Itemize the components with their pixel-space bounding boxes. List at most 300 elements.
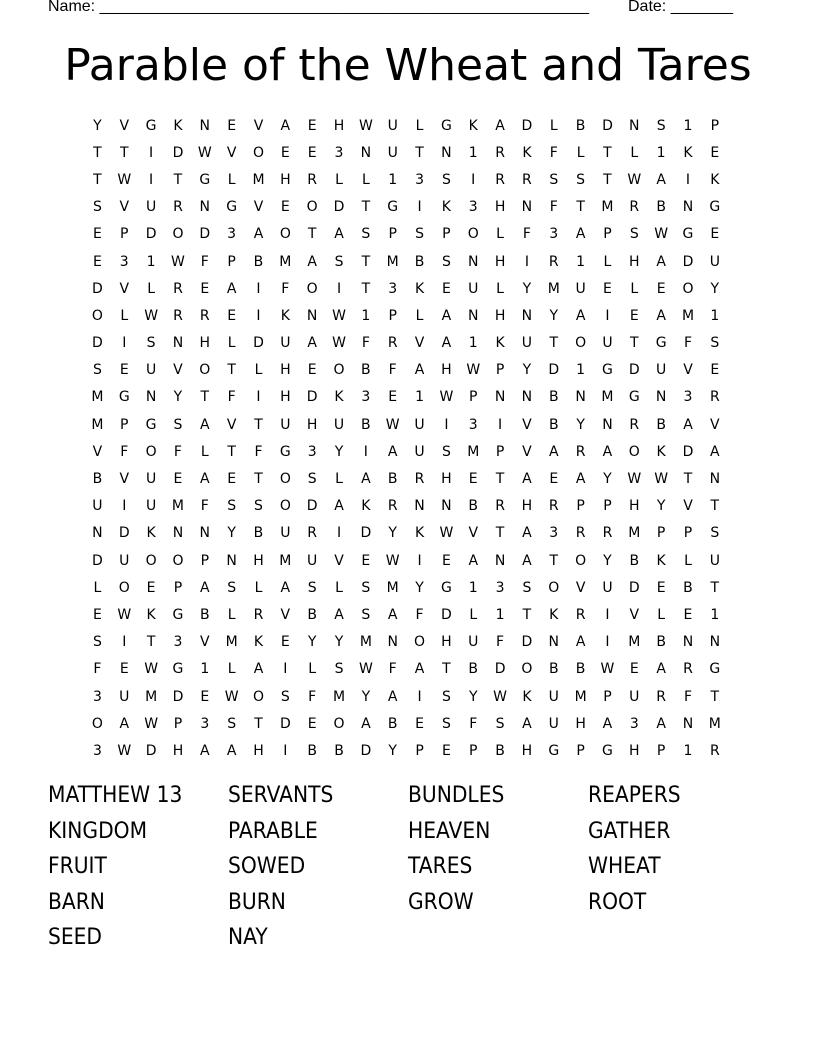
grid-letter[interactable]: U — [119, 688, 130, 705]
grid-letter[interactable]: G — [387, 199, 399, 216]
grid-letter[interactable]: H — [306, 416, 318, 433]
grid-letter[interactable]: B — [548, 389, 559, 406]
grid-letter[interactable]: Y — [468, 688, 478, 705]
grid-letter[interactable]: U — [280, 525, 291, 542]
grid-letter[interactable]: R — [629, 416, 640, 433]
grid-letter[interactable]: A — [575, 471, 586, 488]
grid-letter[interactable]: Y — [334, 443, 344, 460]
grid-letter[interactable]: G — [602, 362, 613, 379]
grid-letter[interactable]: E — [656, 579, 666, 596]
grid-letter[interactable]: W — [144, 715, 159, 732]
grid-letter[interactable]: A — [200, 416, 210, 433]
grid-letter[interactable]: I — [417, 552, 422, 569]
grid-letter[interactable]: U — [414, 416, 425, 433]
grid-letter[interactable]: M — [628, 525, 641, 542]
grid-letter[interactable]: N — [682, 199, 694, 216]
grid-letter[interactable]: 1 — [415, 389, 424, 406]
grid-letter[interactable]: N — [360, 144, 372, 161]
grid-letter[interactable]: O — [145, 552, 157, 569]
grid-letter[interactable]: U — [629, 688, 640, 705]
grid-letter[interactable]: U — [468, 634, 479, 651]
grid-letter[interactable]: V — [119, 117, 130, 134]
grid-letter[interactable]: F — [227, 389, 236, 406]
grid-letter[interactable]: L — [684, 552, 692, 569]
grid-letter[interactable]: E — [92, 226, 102, 243]
grid-letter[interactable]: R — [199, 307, 210, 324]
grid-letter[interactable]: R — [575, 525, 586, 542]
grid-letter[interactable]: E — [173, 471, 183, 488]
grid-letter[interactable]: 1 — [468, 579, 478, 596]
grid-letter[interactable]: F — [173, 443, 182, 460]
grid-letter[interactable]: S — [92, 199, 102, 216]
grid-letter[interactable]: O — [682, 280, 694, 297]
grid-letter[interactable]: H — [629, 253, 640, 270]
grid-letter[interactable]: W — [332, 307, 346, 324]
grid-letter[interactable]: O — [333, 362, 345, 379]
grid-letter[interactable]: B — [548, 661, 559, 678]
grid-letter[interactable]: 1 — [576, 253, 586, 270]
grid-letter[interactable]: T — [361, 199, 371, 216]
grid-letter[interactable]: I — [122, 634, 127, 651]
grid-letter[interactable]: S — [710, 335, 720, 352]
grid-letter[interactable]: W — [627, 471, 642, 488]
grid-letter[interactable]: D — [92, 280, 103, 297]
grid-letter[interactable]: S — [280, 688, 290, 705]
grid-letter[interactable]: U — [333, 416, 345, 433]
grid-letter[interactable]: G — [602, 742, 613, 759]
grid-letter[interactable]: S — [441, 171, 451, 188]
grid-letter[interactable]: I — [605, 606, 610, 623]
grid-letter[interactable]: U — [575, 280, 586, 297]
grid-letter[interactable]: V — [226, 416, 237, 433]
grid-letter[interactable]: 3 — [119, 253, 129, 270]
grid-letter[interactable]: N — [441, 498, 452, 515]
grid-letter[interactable]: I — [363, 443, 368, 460]
grid-letter[interactable]: E — [307, 715, 317, 732]
grid-letter[interactable]: S — [254, 498, 263, 515]
grid-letter[interactable]: L — [200, 443, 209, 460]
grid-letter[interactable]: T — [361, 253, 371, 270]
grid-letter[interactable]: D — [682, 253, 694, 270]
grid-letter[interactable]: E — [388, 389, 398, 406]
grid-letter[interactable]: 3 — [495, 579, 505, 596]
grid-letter[interactable]: K — [710, 171, 720, 188]
grid-letter[interactable]: V — [522, 416, 532, 433]
grid-letter[interactable]: L — [254, 362, 263, 379]
grid-letter[interactable]: L — [415, 307, 424, 324]
grid-letter[interactable]: B — [199, 606, 210, 623]
grid-letter[interactable]: M — [574, 688, 587, 705]
grid-letter[interactable]: 1 — [683, 117, 693, 134]
grid-letter[interactable]: A — [226, 742, 237, 759]
grid-letter[interactable]: O — [279, 498, 291, 515]
grid-letter[interactable]: T — [254, 471, 263, 488]
grid-letter[interactable]: A — [119, 715, 130, 732]
grid-letter[interactable]: B — [414, 253, 425, 270]
grid-letter[interactable]: P — [710, 117, 720, 134]
grid-letter[interactable]: 1 — [576, 362, 586, 379]
grid-letter[interactable]: 3 — [227, 226, 237, 243]
grid-letter[interactable]: F — [361, 335, 370, 352]
grid-letter[interactable]: I — [685, 171, 691, 188]
grid-letter[interactable]: K — [656, 443, 666, 460]
grid-letter[interactable]: S — [441, 253, 451, 270]
grid-letter[interactable]: D — [306, 389, 318, 406]
grid-letter[interactable]: S — [92, 362, 102, 379]
grid-letter[interactable]: E — [441, 552, 451, 569]
grid-letter[interactable]: V — [575, 579, 586, 596]
grid-letter[interactable]: R — [709, 742, 720, 759]
grid-letter[interactable]: B — [92, 471, 103, 488]
grid-letter[interactable]: W — [144, 661, 159, 678]
grid-letter[interactable]: D — [118, 525, 130, 542]
grid-letter[interactable]: F — [388, 661, 397, 678]
grid-letter[interactable]: M — [601, 389, 614, 406]
grid-letter[interactable]: E — [227, 471, 237, 488]
grid-letter[interactable]: F — [308, 688, 317, 705]
grid-letter[interactable]: A — [307, 253, 317, 270]
grid-letter[interactable]: F — [522, 226, 531, 243]
grid-letter[interactable]: K — [334, 389, 344, 406]
grid-letter[interactable]: A — [387, 606, 398, 623]
grid-letter[interactable]: R — [173, 307, 183, 324]
grid-letter[interactable]: L — [147, 280, 156, 297]
grid-letter[interactable]: O — [172, 552, 184, 569]
grid-letter[interactable]: 3 — [415, 171, 424, 188]
grid-letter[interactable]: K — [468, 117, 478, 134]
grid-letter[interactable]: E — [280, 634, 290, 651]
grid-letter[interactable]: A — [522, 715, 532, 732]
grid-letter[interactable]: H — [441, 634, 452, 651]
grid-letter[interactable]: H — [521, 742, 533, 759]
grid-letter[interactable]: I — [283, 661, 288, 678]
grid-letter[interactable]: O — [172, 226, 184, 243]
grid-letter[interactable]: O — [575, 335, 587, 352]
grid-letter[interactable]: T — [442, 661, 451, 678]
grid-letter[interactable]: I — [283, 742, 288, 759]
grid-letter[interactable]: V — [226, 144, 237, 161]
grid-letter[interactable]: P — [656, 525, 666, 542]
grid-letter[interactable]: E — [307, 362, 317, 379]
grid-letter[interactable]: G — [440, 117, 452, 134]
grid-letter[interactable]: B — [656, 199, 666, 216]
grid-letter[interactable]: 1 — [656, 144, 666, 161]
grid-letter[interactable]: A — [441, 335, 452, 352]
grid-letter[interactable]: E — [415, 715, 424, 732]
grid-letter[interactable]: T — [549, 552, 559, 569]
grid-letter[interactable]: D — [92, 552, 103, 569]
grid-letter[interactable]: R — [173, 280, 183, 297]
grid-letter[interactable]: O — [145, 443, 157, 460]
grid-letter[interactable]: W — [171, 253, 185, 270]
grid-letter[interactable]: E — [200, 280, 210, 297]
grid-letter[interactable]: E — [710, 226, 720, 243]
grid-letter[interactable]: N — [548, 634, 559, 651]
grid-letter[interactable]: F — [549, 199, 558, 216]
grid-letter[interactable]: D — [602, 117, 613, 134]
grid-letter[interactable]: P — [388, 307, 397, 324]
grid-letter[interactable]: O — [306, 280, 318, 297]
grid-letter[interactable]: V — [683, 362, 693, 379]
grid-letter[interactable]: D — [682, 443, 694, 460]
grid-letter[interactable]: H — [280, 362, 291, 379]
grid-letter[interactable]: 1 — [710, 307, 720, 324]
grid-letter[interactable]: 3 — [549, 525, 559, 542]
grid-letter[interactable]: A — [575, 307, 586, 324]
grid-letter[interactable]: U — [145, 362, 157, 379]
grid-letter[interactable]: M — [91, 389, 104, 406]
grid-letter[interactable]: B — [253, 525, 264, 542]
grid-letter[interactable]: G — [226, 199, 238, 216]
grid-letter[interactable]: 3 — [173, 634, 183, 651]
grid-letter[interactable]: L — [361, 171, 370, 188]
grid-letter[interactable]: L — [549, 117, 558, 134]
grid-letter[interactable]: K — [146, 606, 156, 623]
grid-letter[interactable]: E — [683, 606, 693, 623]
grid-letter[interactable]: K — [441, 199, 451, 216]
grid-letter[interactable]: P — [415, 742, 424, 759]
grid-letter[interactable]: L — [335, 171, 343, 188]
grid-letter[interactable]: S — [173, 416, 183, 433]
grid-letter[interactable]: B — [656, 634, 666, 651]
grid-letter[interactable]: S — [656, 117, 666, 134]
grid-letter[interactable]: G — [118, 389, 130, 406]
grid-letter[interactable]: A — [710, 443, 720, 460]
grid-letter[interactable]: F — [496, 634, 505, 651]
grid-letter[interactable]: I — [149, 144, 154, 161]
grid-letter[interactable]: 3 — [388, 280, 398, 297]
grid-letter[interactable]: A — [307, 335, 317, 352]
grid-letter[interactable]: M — [279, 253, 292, 270]
grid-letter[interactable]: V — [629, 606, 640, 623]
grid-letter[interactable]: R — [307, 525, 318, 542]
grid-letter[interactable]: P — [495, 443, 505, 460]
grid-letter[interactable]: K — [495, 335, 505, 352]
grid-letter[interactable]: K — [146, 525, 156, 542]
grid-letter[interactable]: M — [145, 688, 158, 705]
grid-letter[interactable]: L — [630, 144, 639, 161]
grid-letter[interactable]: M — [386, 253, 399, 270]
grid-letter[interactable]: U — [709, 552, 720, 569]
grid-letter[interactable]: L — [496, 280, 504, 297]
grid-letter[interactable]: U — [387, 144, 398, 161]
grid-letter[interactable]: S — [710, 525, 720, 542]
grid-letter[interactable]: N — [629, 117, 640, 134]
grid-letter[interactable]: 1 — [495, 606, 505, 623]
grid-letter[interactable]: D — [172, 144, 184, 161]
grid-letter[interactable]: F — [415, 606, 424, 623]
grid-letter[interactable]: Y — [522, 280, 532, 297]
grid-letter[interactable]: S — [522, 579, 532, 596]
grid-letter[interactable]: L — [576, 144, 585, 161]
grid-letter[interactable]: R — [602, 525, 613, 542]
grid-letter[interactable]: A — [468, 552, 479, 569]
grid-letter[interactable]: T — [200, 389, 210, 406]
grid-letter[interactable]: 1 — [200, 661, 210, 678]
grid-letter[interactable]: A — [361, 715, 371, 732]
grid-letter[interactable]: E — [468, 471, 478, 488]
grid-letter[interactable]: N — [682, 634, 694, 651]
grid-letter[interactable]: D — [360, 742, 372, 759]
grid-letter[interactable]: N — [521, 307, 533, 324]
grid-letter[interactable]: E — [361, 552, 371, 569]
grid-letter[interactable]: E — [710, 144, 720, 161]
grid-letter[interactable]: U — [709, 253, 720, 270]
grid-letter[interactable]: B — [575, 661, 586, 678]
grid-letter[interactable]: B — [387, 471, 398, 488]
grid-letter[interactable]: D — [628, 362, 640, 379]
grid-letter[interactable]: A — [280, 117, 291, 134]
grid-letter[interactable]: R — [575, 443, 586, 460]
grid-letter[interactable]: A — [602, 715, 613, 732]
grid-letter[interactable]: E — [200, 688, 210, 705]
grid-letter[interactable]: D — [441, 606, 452, 623]
grid-letter[interactable]: N — [387, 634, 398, 651]
grid-letter[interactable]: F — [388, 362, 397, 379]
grid-letter[interactable]: B — [253, 253, 264, 270]
grid-letter[interactable]: A — [656, 715, 666, 732]
grid-letter[interactable]: O — [467, 226, 479, 243]
grid-letter[interactable]: E — [710, 362, 720, 379]
grid-letter[interactable]: P — [683, 525, 693, 542]
grid-letter[interactable]: W — [224, 688, 239, 705]
grid-letter[interactable]: B — [495, 742, 505, 759]
grid-letter[interactable]: E — [92, 606, 102, 623]
grid-letter[interactable]: B — [361, 416, 371, 433]
grid-letter[interactable]: V — [92, 443, 103, 460]
grid-letter[interactable]: P — [173, 715, 183, 732]
grid-letter[interactable]: P — [173, 579, 183, 596]
grid-letter[interactable]: U — [280, 335, 291, 352]
grid-letter[interactable]: L — [308, 661, 317, 678]
grid-letter[interactable]: 3 — [683, 389, 693, 406]
grid-letter[interactable]: T — [146, 634, 156, 651]
grid-letter[interactable]: M — [359, 634, 372, 651]
grid-letter[interactable]: A — [575, 634, 586, 651]
grid-letter[interactable]: D — [172, 688, 184, 705]
grid-letter[interactable]: E — [307, 117, 317, 134]
grid-letter[interactable]: O — [279, 226, 291, 243]
grid-letter[interactable]: D — [333, 199, 345, 216]
name-field[interactable]: Name: _______________________________________________________ — [48, 0, 589, 15]
grid-letter[interactable]: H — [253, 742, 264, 759]
grid-letter[interactable]: A — [495, 117, 505, 134]
grid-letter[interactable]: B — [629, 552, 640, 569]
grid-letter[interactable]: E — [307, 144, 317, 161]
grid-letter[interactable]: A — [200, 471, 210, 488]
grid-letter[interactable]: R — [414, 471, 425, 488]
grid-letter[interactable]: H — [629, 498, 640, 515]
grid-letter[interactable]: Y — [710, 280, 720, 297]
grid-letter[interactable]: N — [145, 389, 157, 406]
grid-letter[interactable]: O — [118, 579, 130, 596]
grid-letter[interactable]: N — [521, 199, 533, 216]
grid-letter[interactable]: D — [360, 525, 372, 542]
grid-letter[interactable]: U — [280, 416, 291, 433]
grid-letter[interactable]: I — [256, 307, 261, 324]
grid-letter[interactable]: P — [603, 688, 612, 705]
grid-letter[interactable]: U — [656, 362, 667, 379]
grid-letter[interactable]: Y — [603, 471, 612, 488]
grid-letter[interactable]: A — [441, 307, 452, 324]
grid-letter[interactable]: U — [145, 471, 157, 488]
grid-letter[interactable]: N — [441, 144, 452, 161]
grid-letter[interactable]: 3 — [468, 416, 478, 433]
grid-letter[interactable]: G — [440, 579, 452, 596]
grid-letter[interactable]: T — [495, 471, 505, 488]
grid-letter[interactable]: Y — [656, 498, 666, 515]
grid-letter[interactable]: 3 — [468, 199, 478, 216]
grid-letter[interactable]: N — [226, 552, 237, 569]
grid-letter[interactable]: A — [522, 552, 532, 569]
grid-letter[interactable]: G — [709, 199, 721, 216]
grid-letter[interactable]: I — [498, 416, 503, 433]
grid-letter[interactable]: O — [628, 443, 640, 460]
grid-letter[interactable]: Y — [227, 525, 236, 542]
grid-letter[interactable]: A — [200, 742, 210, 759]
grid-letter[interactable]: D — [145, 742, 157, 759]
grid-letter[interactable]: R — [253, 606, 264, 623]
grid-letter[interactable]: B — [334, 742, 344, 759]
grid-letter[interactable]: T — [173, 171, 183, 188]
grid-letter[interactable]: L — [335, 471, 343, 488]
grid-letter[interactable]: K — [549, 606, 559, 623]
grid-letter[interactable]: N — [172, 525, 184, 542]
grid-letter[interactable]: D — [145, 226, 157, 243]
grid-letter[interactable]: W — [117, 742, 132, 759]
grid-letter[interactable]: M — [171, 498, 184, 515]
grid-letter[interactable]: S — [629, 226, 639, 243]
grid-letter[interactable]: I — [471, 171, 476, 188]
grid-letter[interactable]: E — [227, 307, 237, 324]
grid-letter[interactable]: R — [173, 199, 183, 216]
grid-letter[interactable]: L — [496, 226, 504, 243]
grid-letter[interactable]: A — [522, 525, 532, 542]
grid-letter[interactable]: I — [417, 199, 422, 216]
grid-letter[interactable]: N — [709, 634, 721, 651]
grid-letter[interactable]: M — [708, 715, 721, 732]
grid-letter[interactable]: U — [602, 335, 613, 352]
grid-letter[interactable]: L — [469, 606, 478, 623]
grid-letter[interactable]: S — [549, 171, 559, 188]
grid-letter[interactable]: N — [602, 416, 613, 433]
grid-letter[interactable]: P — [469, 389, 478, 406]
grid-letter[interactable]: P — [603, 226, 612, 243]
grid-letter[interactable]: R — [575, 606, 586, 623]
grid-letter[interactable]: Y — [388, 742, 397, 759]
grid-letter[interactable]: N — [306, 307, 318, 324]
grid-letter[interactable]: V — [334, 552, 344, 569]
grid-letter[interactable]: A — [253, 661, 264, 678]
grid-letter[interactable]: A — [414, 362, 425, 379]
grid-letter[interactable]: S — [415, 226, 424, 243]
grid-letter[interactable]: T — [576, 199, 585, 216]
grid-letter[interactable]: W — [117, 171, 132, 188]
grid-letter[interactable]: S — [92, 634, 102, 651]
grid-letter[interactable]: L — [227, 335, 236, 352]
grid-letter[interactable]: V — [119, 471, 130, 488]
grid-letter[interactable]: N — [467, 253, 479, 270]
grid-letter[interactable]: I — [524, 253, 529, 270]
grid-letter[interactable]: M — [225, 634, 238, 651]
grid-letter[interactable]: 1 — [468, 335, 478, 352]
grid-letter[interactable]: F — [549, 144, 558, 161]
grid-letter[interactable]: A — [226, 280, 237, 297]
grid-letter[interactable]: P — [120, 226, 129, 243]
grid-letter[interactable]: G — [628, 389, 640, 406]
grid-letter[interactable]: S — [307, 579, 317, 596]
date-field[interactable]: Date: _______ — [628, 0, 733, 15]
